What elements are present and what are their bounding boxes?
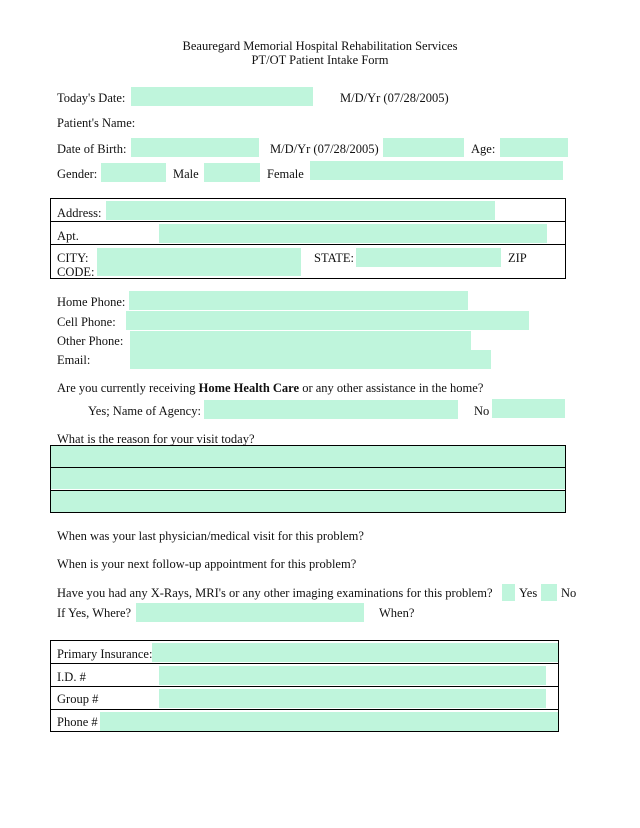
insurance-divider [50,686,559,687]
visit-reason-field[interactable] [51,491,565,512]
imaging-no-checkbox[interactable] [541,584,557,601]
insurance-id-label: I.D. # [57,670,86,684]
dob-format-hint: M/D/Yr (07/28/2005) [270,142,379,156]
visit-reason-field[interactable] [51,468,565,489]
imaging-where-label: If Yes, Where? [57,606,132,620]
zip-code-label: CODE: [57,265,95,279]
home-health-question: Are you currently receiving Home Health Care or any other assistance in the home? [57,381,484,395]
visit-reason-label: What is the reason for your visit today? [57,432,255,446]
gender-other-field[interactable] [310,161,563,180]
insurance-group-field[interactable] [159,689,546,708]
gender-male-field[interactable] [101,163,166,182]
apt-label: Apt. [57,229,79,243]
home-phone-field[interactable] [129,291,468,310]
city-label: CITY: [57,251,89,265]
insurance-divider [50,709,559,710]
imaging-yes-checkbox[interactable] [502,584,515,601]
insurance-id-field[interactable] [159,666,546,685]
dob-extra-field[interactable] [383,138,464,157]
zip-label: ZIP [508,251,527,265]
header-title: Beauregard Memorial Hospital Rehabilitation Services [182,39,458,53]
home-health-no-field[interactable] [492,399,565,418]
age-label: Age: [471,142,496,156]
other-phone-label: Other Phone: [57,334,124,348]
age-field[interactable] [500,138,568,157]
insurance-phone-field[interactable] [100,712,558,731]
header-subtitle: PT/OT Patient Intake Form [251,53,389,67]
email-field[interactable] [130,350,491,369]
other-phone-field[interactable] [130,331,471,350]
address-divider [50,221,566,222]
imaging-no-label: No [561,586,577,600]
home-health-no-label: No [474,404,490,418]
primary-insurance-label: Primary Insurance: [57,647,153,661]
todays-date-label: Today's Date: [57,91,126,105]
gender-female-field[interactable] [204,163,260,182]
insurance-divider [50,663,559,664]
date-format-hint: M/D/Yr (07/28/2005) [340,91,449,105]
agency-field[interactable] [204,400,458,419]
state-field[interactable] [356,248,501,267]
next-appointment-question: When is your next follow-up appointment for this problem? [57,557,357,571]
primary-insurance-field[interactable] [152,643,558,662]
visit-reason-field[interactable] [51,446,565,467]
imaging-yes-label: Yes [519,586,538,600]
gender-label: Gender: [57,167,98,181]
apt-field[interactable] [159,224,547,243]
imaging-when-label: When? [379,606,415,620]
imaging-where-field[interactable] [136,603,364,622]
dob-field[interactable] [131,138,259,157]
insurance-group-label: Group # [57,692,99,706]
todays-date-field[interactable] [131,87,313,106]
cell-phone-label: Cell Phone: [57,315,116,329]
patient-name-label: Patient's Name: [57,116,136,130]
agency-label: Yes; Name of Agency: [88,404,201,418]
last-visit-question: When was your last physician/medical visit for this problem? [57,529,364,543]
dob-label: Date of Birth: [57,142,127,156]
email-label: Email: [57,353,91,367]
address-label: Address: [57,206,102,220]
address-divider [50,244,566,245]
cell-phone-field[interactable] [126,311,529,330]
female-label: Female [267,167,304,181]
address-field[interactable] [106,201,495,220]
home-phone-label: Home Phone: [57,295,126,309]
imaging-question: Have you had any X-Rays, MRI's or any other imaging examinations for this problem? [57,586,493,600]
city-field[interactable] [97,248,301,276]
state-label: STATE: [314,251,354,265]
insurance-phone-label: Phone # [57,715,98,729]
male-label: Male [173,167,199,181]
